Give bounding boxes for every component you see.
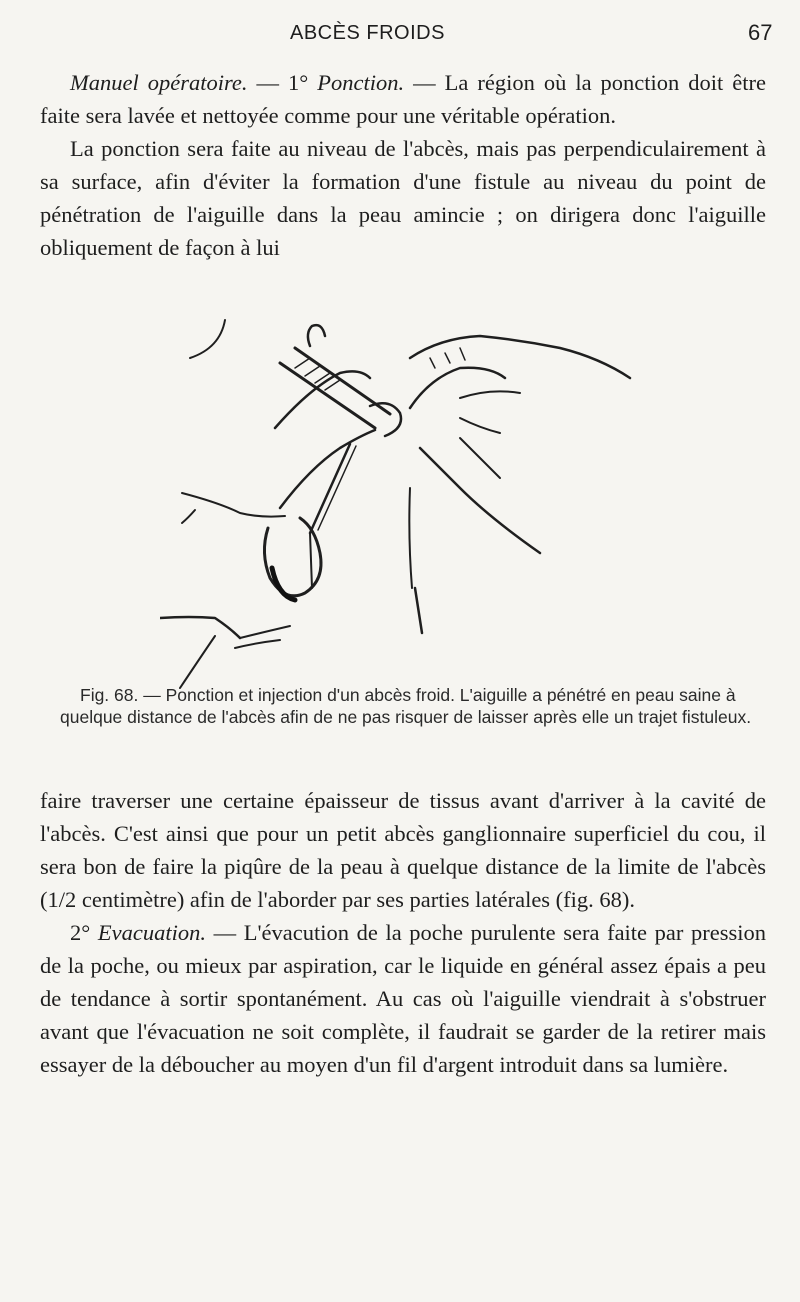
figure-illustration xyxy=(160,318,660,690)
paragraph-text: — L'évacution de la poche purulente sera faite par pression de la poche, ou mieux par aspiration, car le liquide en général assez épais a peu de tendance à sortir spontanément. Au cas où l'aiguille viendrait à s'obstruer avant que l'évacuation ne soit complète, il faudrait se garder de la retirer mais essayer de la déboucher au moyen d'un fil d'argent introduit dans sa lumière. xyxy=(40,920,767,1077)
subsection-title-evacuation: Evacuation. xyxy=(97,920,206,945)
paragraph-continuation: faire traverser une certaine épaisseur de tissus avant d'arriver à la cavité de l'abcès. C'est ainsi que pour un petit abcès ganglionnaire superficiel du cou, il sera bon de faire la piqûre de la peau à quelque distance de la limite de l'abcès (1/2 centimètre) afin de l'aborder par ses parties latérales (fig. 68). xyxy=(40,788,766,912)
running-title: ABCÈS FROIDS xyxy=(290,22,445,44)
section-lead: Manuel opératoire. xyxy=(70,70,248,95)
paragraph-ponction xyxy=(40,66,766,132)
section-number: 2° xyxy=(70,920,98,945)
puncture-illustration xyxy=(160,318,660,690)
section-sep: — 1° xyxy=(247,70,318,95)
paragraph-text: — La région où la ponction doit être faite sera lavée et nettoyée comme pour une véritable opération. xyxy=(40,70,767,128)
figure-caption: Fig. 68. — Ponction et injection d'un abcès froid. L'aiguille a pénétré en peau saine à quelque distance de l'abcès afin de ne pas risquer de laisser après elle un trajet fistuleux. xyxy=(60,685,752,727)
text-block-bottom xyxy=(40,784,766,1081)
subsection-title-ponction: Ponction. xyxy=(317,70,405,95)
paragraph-technique: La ponction sera faite au niveau de l'abcès, mais pas perpendiculairement à sa surface, afin d'éviter la formation d'une fistule au niveau du point de pénétration de l'aiguille dans la peau amincie ; on dirigera donc l'aiguille obliquement de façon à lui xyxy=(40,136,766,260)
text-block-top xyxy=(40,66,766,264)
page-header xyxy=(0,20,800,60)
paragraph-evacuation xyxy=(40,916,766,1081)
page-number: 67 xyxy=(748,20,773,45)
